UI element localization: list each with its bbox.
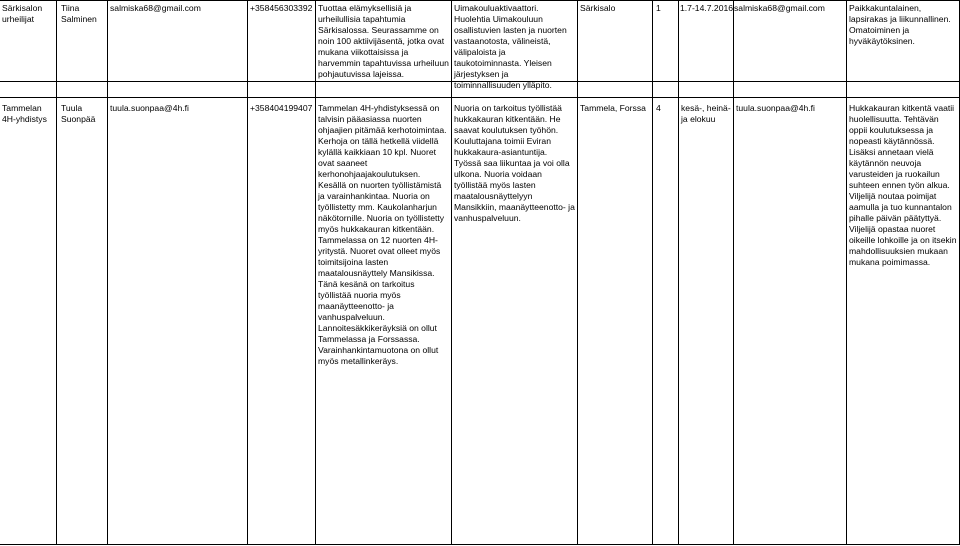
phone-cell: +358404199407 (250, 103, 313, 113)
period-cell: 1.7-14.7.2016 (680, 3, 734, 13)
contact-person-cell: Tuula Suonpää (61, 103, 96, 124)
count-cell: 4 (656, 103, 661, 113)
phone-cell: +358456303392 (250, 3, 313, 13)
apply-email-cell[interactable]: salmiska68@gmail.com (734, 3, 825, 13)
location-cell: Särkisalo (580, 3, 616, 13)
column-border (652, 0, 653, 545)
description-cell: Tuottaa elämyksellisiä ja urheilullisia tapahtumia Särkisalossa. Seurassamme on noin 100 aktiivijäsentä, jotka ovat mukana viikottaisissa ja harvemmin tapahtuvissa urheiluun pohjautuvissa lajeissa. (318, 3, 449, 79)
row-bottom-border (0, 544, 960, 545)
column-border (733, 0, 734, 545)
column-border (577, 0, 578, 545)
column-border (56, 0, 57, 545)
description-cell: Tammelan 4H-yhdistyksessä on talvisin pääasiassa nuorten ohjaajien pitämää kerhotoimintaa. Kerhoja on tällä hetkellä viidellä kylällä kaikkiaan 10 kpl. Nuoret ovat saaneet kerhonohjaajakoulutuksen. Kesällä on nuorten työllistämistä ja varainhankintaa. Nuoria on työllistetty mm. Kaukolanharjun näkötornille. Nuoria on työllistetty myös hukkakauran kitkentään. Tammelassa on 12 nuorten 4H-yritystä. Nuoret ovat olleet myös toimitsijoina lasten maatalousnäyttely Mansikissa. Tänä kesänä on tarkoitus työllistää nuoria myös maanäytteenotto- ja vanhuspalveluun. Lannoitesäkkikeräyksiä on ollut Tammelassa ja Forssassa. Varainhankintamuotona on ollut myös metallinkeräys. (318, 103, 447, 366)
tasks-cell: Nuoria on tarkoitus työllistää hukkakauran kitkentään. He saavat koulutuksen työhön. Kouluttajana toimii Eviran hukkakaura-asiantuntija. Työssä saa liikuntaa ja voi olla ulkona. Nuoria voidaan työllistää myös lasten maatalousnäyttelyyn Mansikkiin, maanäytteenotto- ja vanhuspalveluun. (454, 103, 575, 223)
column-border (247, 0, 248, 545)
count-cell: 1 (656, 3, 661, 13)
row-top-border (0, 0, 960, 1)
requirements-cell: Paikkakuntalainen, lapsirakas ja liikunnallinen. Omatoiminen ja hyväkäytöksinen. (849, 3, 951, 46)
row-separator-2 (0, 97, 960, 98)
column-border (315, 0, 316, 545)
organization-cell: Särkisalon urheilijat (2, 3, 43, 24)
email-cell[interactable]: salmiska68@gmail.com (110, 3, 201, 13)
location-cell: Tammela, Forssa (580, 103, 646, 113)
column-border (678, 0, 679, 545)
period-cell: kesä-, heinä- ja elokuu (681, 103, 731, 124)
column-border (846, 0, 847, 545)
email-cell[interactable]: tuula.suonpaa@4h.fi (110, 103, 189, 113)
tasks-cell: Uimakouluaktivaattori. Huolehtia Uimakouluun osallistuvien lasten ja nuorten vastaanotosta, välineistä, välipaloista ja taukotoiminnasta. Yleisen järjestyksen ja toiminnallisuuden ylläpito. (454, 3, 567, 90)
column-border (451, 0, 452, 545)
organization-cell: Tammelan 4H-yhdistys (2, 103, 47, 124)
column-border (107, 0, 108, 545)
requirements-cell: Hukkakauran kitkentä vaatii huolellisuutta. Tehtävän oppii koulutuksessa ja nopeasti käytännössä. Lisäksi annetaan vielä käytännön neuvoja varusteiden ja ruokailun suhteen ennen työn alkua. Viljelijä noutaa poimijat aamulla ja tuo kunnantalon pihalle päivän päätyttyä. Viljelijä opastaa nuoret oikeille lohkoille ja on itsekin mahdollisuuksien mukaan mukana poimimassa. (849, 103, 957, 267)
contact-person-cell: Tiina Salminen (61, 3, 97, 24)
apply-email-cell[interactable]: tuula.suonpaa@4h.fi (736, 103, 815, 113)
